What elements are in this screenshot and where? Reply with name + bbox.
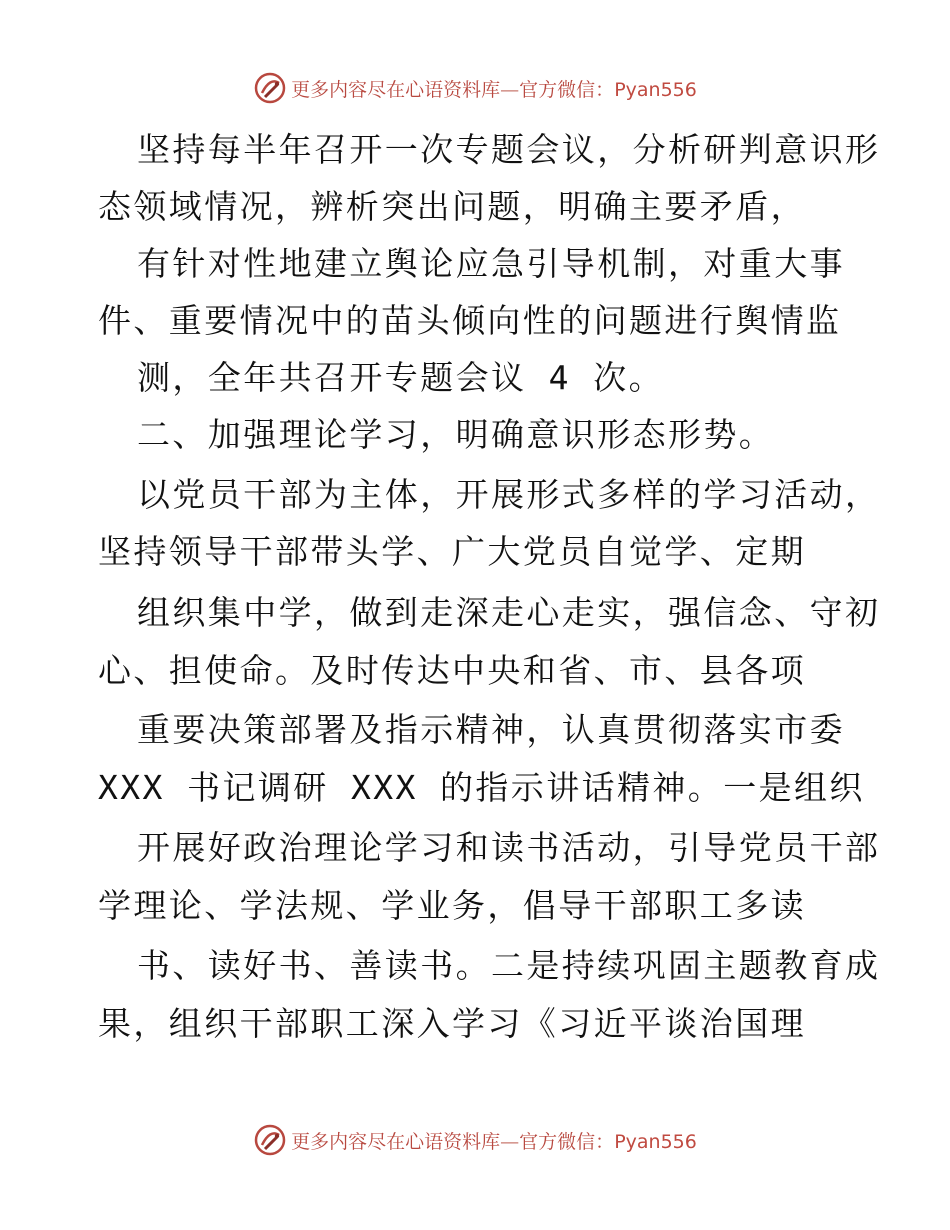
watermark-label: 官方微信： [519, 1130, 615, 1153]
body-line: 测，全年共召开专题会议 4 次。 [137, 358, 665, 397]
body-line: 坚持领导干部带头学、广大党员自觉学、定期 [98, 532, 806, 571]
watermark-handle: Pyan556 [614, 1130, 697, 1153]
seal-logo-icon [253, 1123, 287, 1157]
section-heading: 二、加强理论学习，明确意识形态形势。 [137, 415, 775, 454]
body-line: 书、读好书、善读书。二是持续巩固主题教育成 [137, 946, 881, 985]
body-line: 学理论、学法规、学业务，倡导干部职工多读 [98, 886, 806, 925]
body-line: 开展好政治理论学习和读书活动，引导党员干部 [137, 828, 881, 867]
body-line: 果，组织干部职工深入学习《习近平谈治国理 [98, 1004, 806, 1043]
body-line: 有针对性地建立舆论应急引导机制，对重大事 [137, 244, 845, 283]
watermark-separator: — [500, 78, 520, 101]
body-line: 以党员干部为主体，开展形式多样的学习活动， [137, 475, 881, 514]
watermark-separator: — [500, 1130, 520, 1153]
watermark-label: 官方微信： [519, 78, 615, 101]
watermark-handle: Pyan556 [614, 78, 697, 101]
body-line: 件、重要情况中的苗头倾向性的问题进行舆情监 [98, 301, 842, 340]
watermark-text [291, 1127, 697, 1154]
watermark-prefix: 更多内容尽在心语资料库 [291, 78, 501, 101]
watermark-prefix: 更多内容尽在心语资料库 [291, 1130, 501, 1153]
body-line: 心、担使命。及时传达中央和省、市、县各项 [98, 651, 806, 690]
body-line: 组织集中学，做到走深走心走实，强信念、守初 [137, 593, 881, 632]
footer-watermark [0, 1122, 950, 1158]
body-line: 态领域情况，辨析突出问题，明确主要矛盾， [98, 187, 806, 226]
body-line: 坚持每半年召开一次专题会议，分析研判意识形 [137, 130, 881, 169]
body-line: 重要决策部署及指示精神，认真贯彻落实市委 [137, 710, 845, 749]
body-line: XXX 书记调研 XXX 的指示讲话精神。一是组织 [98, 768, 865, 807]
